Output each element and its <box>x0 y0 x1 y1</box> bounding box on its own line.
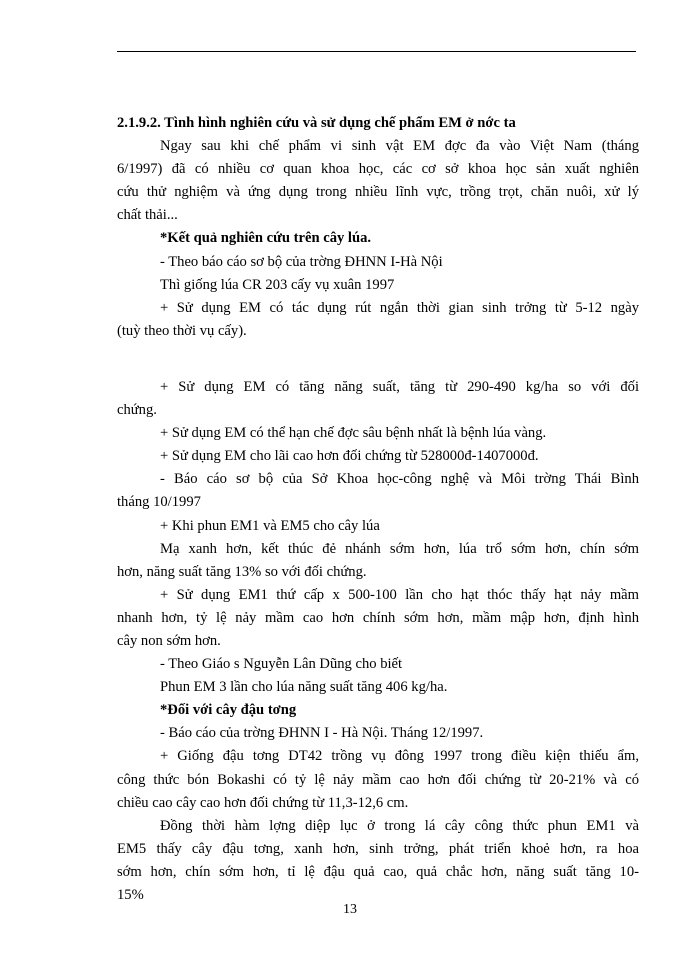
rice-seed-line-1: + Sử dụng EM1 thứ cấp x 500-100 lần cho hạt thóc thấy hạt nảy mầm <box>160 586 639 603</box>
soy-source: - Báo cáo của trờng ĐHNN I - Hà Nội. Tháng 12/1997. <box>160 725 484 742</box>
rice-source-3: - Theo Giáo s Nguyễn Lân Dũng cho biết <box>160 656 403 673</box>
rice-heading: *Kết quả nghiên cứu trên cây lúa. <box>160 230 372 247</box>
rice-spray-result-line-2: hơn, năng suất tăng 13% so với đối chứng. <box>117 563 367 580</box>
soy-variety-line-2: công thức bón Bokashi có tỷ lệ nảy mầm cao hơn đối chứng từ 20-21% và có <box>117 771 639 788</box>
rice-effect-1 <box>117 297 639 343</box>
rice-em3: Phun EM 3 lần cho lúa năng suất tăng 406 kg/ha. <box>160 679 448 696</box>
rice-effect-1-line-2: (tuỳ theo thời vụ cấy). <box>117 322 247 339</box>
intro-line-3: cứu thử nghiệm và ứng dụng trong nhiều lĩnh vực, trồng trọt, chăn nuôi, xử lý <box>117 184 639 201</box>
rice-spray-result <box>117 538 639 584</box>
intro-line-1: Ngay sau khi chế phẩm vi sinh vật EM đợc đa vào Việt Nam (tháng <box>160 138 639 155</box>
rice-effect-4: + Sử dụng EM cho lãi cao hơn đối chứng từ 528000đ-1407000đ. <box>160 448 539 465</box>
intro-line-4: chất thải... <box>117 207 178 224</box>
soy-chlorophyll-line-3: sớm hơn, chín sớm hơn, tỉ lệ đậu quả cao, quả chắc hơn, năng suất tăng 10- <box>117 863 639 880</box>
soy-variety <box>117 745 639 814</box>
header-rule <box>117 51 636 52</box>
rice-effect-3: + Sử dụng EM có thể hạn chế đợc sâu bệnh nhất là bệnh lúa vàng. <box>160 425 547 442</box>
soy-chlorophyll-line-1: Đồng thời hàm lợng diệp lục ở trong lá cây công thức phun EM1 và <box>160 817 639 834</box>
rice-effect-2-line-2: chứng. <box>117 402 157 419</box>
soy-variety-line-3: chiều cao cây cao hơn đối chứng từ 11,3-12,6 cm. <box>117 794 409 811</box>
rice-seed <box>117 584 639 653</box>
intro-line-2: 6/1997) đã có nhiều cơ quan khoa học, các cơ sở khoa học sản xuất nghiên <box>117 161 639 178</box>
document-body <box>117 112 639 907</box>
rice-spray: + Khi phun EM1 và EM5 cho cây lúa <box>160 517 380 534</box>
soy-heading: *Đối với cây đậu tơng <box>160 702 297 719</box>
rice-effect-2-line-1: + Sử dụng EM có tăng năng suất, tăng từ 290-490 kg/ha so với đối <box>160 378 639 395</box>
blank-space <box>117 343 639 376</box>
soy-chlorophyll <box>117 815 639 907</box>
rice-seed-line-3: cây non sớm hơn. <box>117 632 221 649</box>
rice-effect-2 <box>117 376 639 422</box>
rice-source-1: - Theo báo cáo sơ bộ của trờng ĐHNN I-Hà Nội <box>160 253 443 270</box>
page-number: 13 <box>343 902 357 917</box>
section-heading: 2.1.9.2. Tình hình nghiên cứu và sử dụng chế phẩm EM ở nớc ta <box>117 115 516 131</box>
rice-source-2-line-1: - Báo cáo sơ bộ của Sở Khoa học-công nghệ và Môi trờng Thái Bình <box>160 471 639 488</box>
rice-effect-1-line-1: + Sử dụng EM có tác dụng rút ngắn thời gian sinh trởng từ 5-12 ngày <box>160 299 639 316</box>
soy-chlorophyll-line-4: 15% <box>117 887 144 903</box>
soy-chlorophyll-line-2: EM5 thấy cây đậu tơng, xanh hơn, sinh trởng, phát triển khoẻ hơn, ra hoa <box>117 840 639 857</box>
rice-seed-line-2: nhanh hơn, tỷ lệ nảy mầm cao hơn chính sớm hơn, mầm mập hơn, định hình <box>117 609 639 626</box>
rice-source-2-line-2: tháng 10/1997 <box>117 494 201 511</box>
intro-paragraph <box>117 135 639 227</box>
rice-variety: Thì giống lúa CR 203 cấy vụ xuân 1997 <box>160 276 395 293</box>
rice-source-2 <box>117 468 639 514</box>
rice-spray-result-line-1: Mạ xanh hơn, kết thúc đẻ nhánh sớm hơn, lúa trổ sớm hơn, chín sớm <box>160 540 639 557</box>
soy-variety-line-1: + Giống đậu tơng DT42 trồng vụ đông 1997 trong điều kiện thiếu ẩm, <box>160 748 639 765</box>
